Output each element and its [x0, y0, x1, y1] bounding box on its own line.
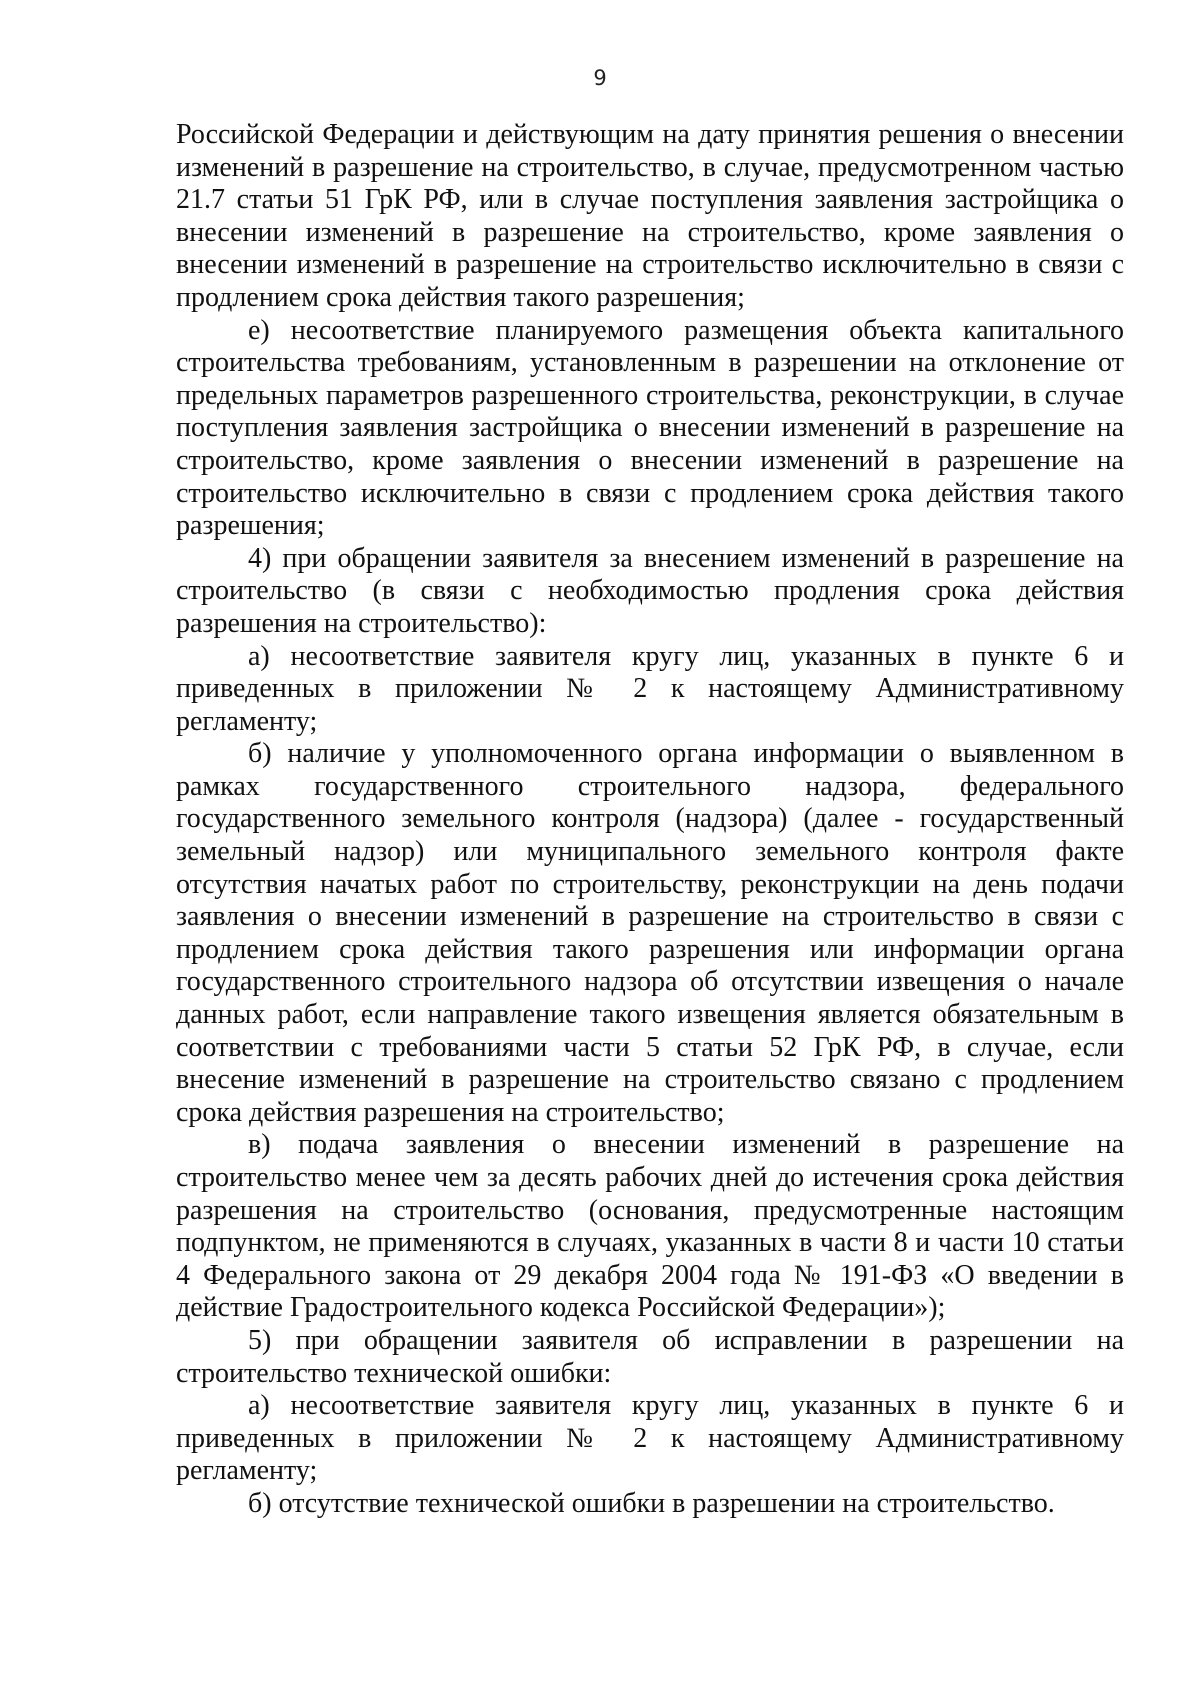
paragraph-item-5a: а) несоответствие заявителя кругу лиц, указанных в пункте 6 и приведенных в приложении № 2 к настоящему Административному регламенту;	[176, 1390, 1124, 1487]
paragraph-item-5: 5) при обращении заявителя об исправлении в разрешении на строительство технической ошибки:	[176, 1324, 1124, 1389]
paragraph-item-5b: б) отсутствие технической ошибки в разрешении на строительство.	[248, 1487, 1055, 1519]
paragraph-item-4: 4) при обращении заявителя за внесением изменений в разрешение на строительство (в связи с необходимостью продления срока действия разрешения на строительство):	[176, 542, 1124, 639]
document-body	[176, 119, 1124, 1521]
paragraph-item-e: е) несоответствие планируемого размещения объекта капитального строительства требованиям, установленным в разрешении на отклонение от предельных параметров разрешенного строительства, реконструкции, в случае поступления заявления застройщика о внесении изменений в разрешение на строительство, кроме заявления о внесении изменений в разрешение на строительство исключительно в связи с продлением срока действия такого разрешения;	[176, 314, 1124, 542]
paragraph-continuation: Российской Федерации и действующим на дату принятия решения о внесении изменений в разрешение на строительство, в случае, предусмотренном частью 21.7 статьи 51 ГрК РФ, или в случае поступления заявления застройщика о внесении изменений в разрешение на строительство, кроме заявления о внесении изменений в разрешение на строительство исключительно в связи с продлением срока действия такого разрешения;	[176, 119, 1124, 313]
paragraph-item-4a: а) несоответствие заявителя кругу лиц, указанных в пункте 6 и приведенных в приложении № 2 к настоящему Административному регламенту;	[176, 640, 1124, 737]
paragraph-item-4v: в) подача заявления о внесении изменений в разрешение на строительство менее чем за десять рабочих дней до истечения срока действия разрешения на строительство (основания, предусмотренные настоящим подпунктом, не применяются в случаях, указанных в части 8 и части 10 статьи 4 Федерального закона от 29 декабря 2004 года № 191-ФЗ «О введении в действие Градостроительного кодекса Российской Федерации»);	[176, 1129, 1124, 1324]
paragraph-item-4b: б) наличие у уполномоченного органа информации о выявленном в рамках государственного строительного надзора, федерального государственного земельного контроля (надзора) (далее - государственный земельный надзор) или муниципального земельного контроля факте отсутствия начатых работ по строительству, реконструкции на день подачи заявления о внесении изменений в разрешение на строительство в связи с продлением срока действия такого разрешения или информации органа государственного строительного надзора об отсутствии извещения о начале данных работ, если направление такого извещения является обязательным в соответствии с требованиями части 5 статьи 52 ГрК РФ, в случае, если внесение изменений в разрешение на строительство связано с продлением срока действия разрешения на строительство;	[176, 738, 1124, 1128]
page-number: 9	[593, 66, 607, 90]
